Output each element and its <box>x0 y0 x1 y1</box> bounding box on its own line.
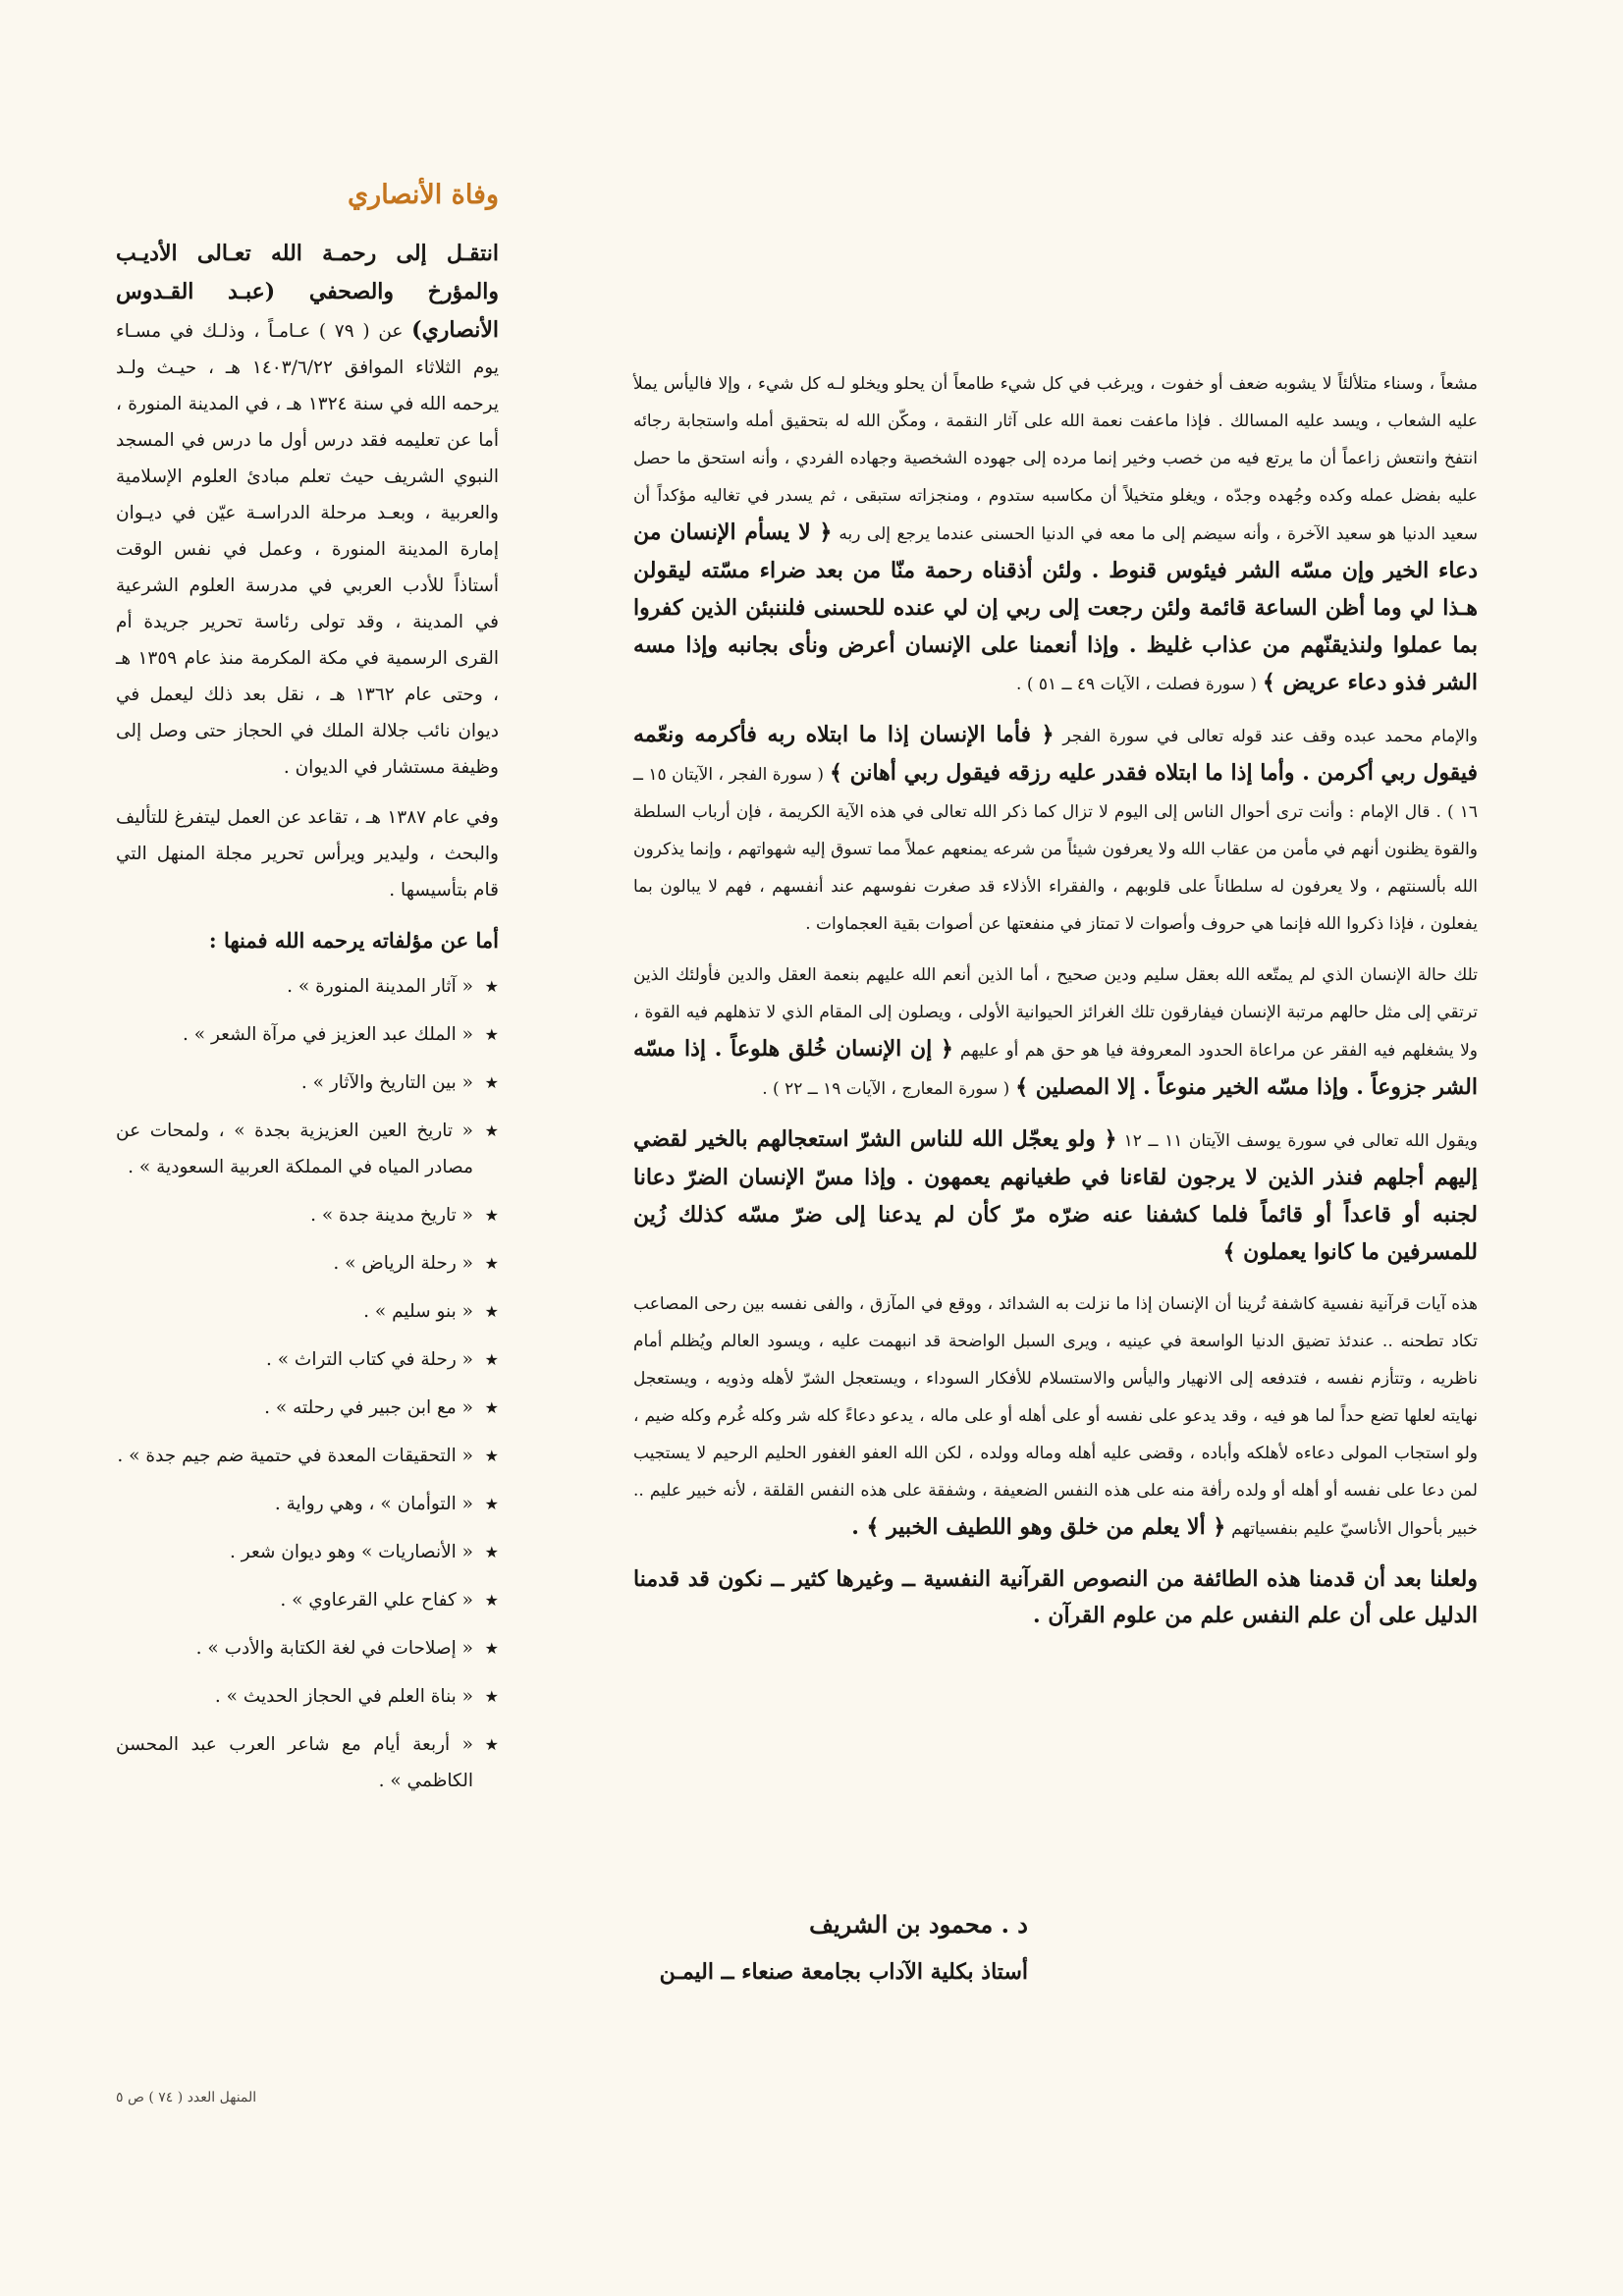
works-item: ★ « التوأمان » ، وهي رواية . <box>116 1486 499 1522</box>
works-item: ★ « آثار المدينة المنورة » . <box>116 968 499 1005</box>
quran-quote-maarij: ﴿ إن الإنسان خُلق هلوعاً . إذا مسّه الشر جزوعاً . وإذا مسّه الخير منوعاً . إلا المصلين ﴾ <box>633 1036 1478 1100</box>
works-item: ★ « كفاح علي القرعاوي » . <box>116 1582 499 1618</box>
star-icon: ★ <box>484 1591 499 1610</box>
article-paragraph-1: مشعاً ، وسناء متلألئاً لا يشوبه ضعف أو خفوت ، ويرغب في كل شيء طامعاً أن يحلو ويخلو لـه كل شيء ، وإلا فاليأس يملأ عليه الشعاب ، ويسد عليه المسالك . فإذا ماعفت نعمة الله على آثار النقمة ، ومكّن الله له بتحقيق أمله واستجابة رجائه انتفخ وانتعش زاعماً أن ما يرتع فيه من خصب وخير إنما مرده إلى جهوده الشخصية وجهاده الفردي ، وأنه استحق ما حصل عليه بفضل عمله وكده وجُهده وجدّه ، ويغلو متخيلاً أن مكاسبه ستدوم ، ومنجزاته ستبقى ، ثم يسدر في تغاليه مؤكداً أن سعيد الدنيا هو سعيد الآخرة ، وأنه سيضم إلى ما معه في الدنيا الحسنى عندما يرجع إلى ربه ﴿ لا يسأم الإنسان من دعاء الخير وإن مسّه الشر فيئوس قنوط . ولئن أذقناه رحمة منّا من بعد ضراء مسّته ليقولن هـذا لي وما أظن الساعة قائمة ولئن رجعت إلى ربي إن لي عنده للحسنى فلننبئن الذين كفروا بما عملوا ولنذيقنّهم من عذاب غليظ . وإذا أنعمنا على الإنسان أعرض ونأى بجانبه وإذا مسه الشر فذو دعاء عريض ﴾ ( سورة فصلت ، الآيات ٤٩ ــ ٥١ ) . <box>633 374 1478 695</box>
star-icon: ★ <box>484 1447 499 1465</box>
works-item: ★ « التحقيقات المعدة في حتمية ضم جيم جدة » . <box>116 1438 499 1474</box>
star-icon: ★ <box>484 1073 499 1092</box>
author-title: أستاذ بكلية الآداب بجامعة صنعاء ــ اليمـن <box>659 1959 1028 1985</box>
works-item: ★ « الأنصاريات » وهو ديوان شعر . <box>116 1534 499 1570</box>
works-item: ★ « رحلة الرياض » . <box>116 1245 499 1282</box>
article-paragraph-5: هذه آيات قرآنية نفسية كاشفة تُرينا أن الإنسان إذا ما نزلت به الشدائد ، ووقع في المآزق ، والفى نفسه بين رحى المصاعب تكاد تطحنه .. عندئذ تضيق الدنيا الواسعة في عينيه ، ويرى السبل الواضحة قد انبهمت عليه ، ويسود العالم ويُظلم أمام ناظريه ، وتتأزم نفسه ، فتدفعه إلى الانهيار واليأس والاستسلام للأفكار السوداء ، ويستعجل الشرّ لأهله وذويه ، ويستعجل نهايته لعلها تضع حداً لما هو فيه ، وقد يدعو على نفسه أو على أهله أو على ماله ، يدعو دعاءً كله شر وكله غُرم وكله ضيم ، ولو استجاب المولى دعاءه لأهلكه وأباده ، وقضى عليه أهله وماله وولده ، لكن الله العفو الغفور الحليم الرحيم لا يستجيب لمن دعا على نفسه أو أهله أو ولده رأفة منه على هذه النفس الضعيفة ، وشفقة على هذه النفس القلقة ، لأنه خبير عليم .. خبير بأحوال الأناسيّ عليم بنفسياتهم ﴿ ألا يعلم من خلق وهو اللطيف الخبير ﴾ . <box>633 1294 1478 1540</box>
works-item: ★ « بين التاريخ والآثار » . <box>116 1065 499 1101</box>
obituary-body <box>116 235 499 786</box>
obituary-paragraph-1: عن ( ٧٩ ) عـامـاً ، وذلـك في مسـاء يوم الثلاثاء الموافق ١٤٠٣/٦/٢٢ هـ ، حيـث ولـد يرحمه الله في سنة ١٣٢٤ هـ ، في المدينة المنورة ، أما عن تعليمه فقد درس أول ما درس في المسجد النبوي الشريف حيث تعلم مبادئ العلوم الإسلامية والعربية ، وبعـد مرحلة الدراسـة عيّن في ديـوان إمارة المدينة المنورة ، وعمل في نفس الوقت أستاذاً للأدب العربي في مدرسة العلوم الشرعية في المدينة ، وقد تولى رئاسة تحرير جريدة أم القرى الرسمية في مكة المكرمة منذ عام ١٣٥٩ هـ ، وحتى عام ١٣٦٢ هـ ، نقل بعد ذلك ليعمل في ديوان نائب جلالة الملك في الحجاز حتى وصل إلى وظيفة مستشار في الديوان . <box>116 321 499 778</box>
star-icon: ★ <box>484 977 499 996</box>
article-paragraph-2: والإمام محمد عبده وقف عند قوله تعالى في سورة الفجر ﴿ فأما الإنسان إذا ما ابتلاه ربه فأكرمه ونعّمه فيقول ربي أكرمن . وأما إذا ما ابتلاه فقدر عليه رزقه فيقول ربي أهانن ﴾ ( سورة الفجر ، الآيتان ١٥ ــ ١٦ ) . قال الإمام : وأنت ترى أحوال الناس إلى اليوم لا تزال كما ذكر الله تعالى في هذه الآية الكريمة ، فإن أرباب السلطة والقوة يظنون أنهم في مأمن من عقاب الله ولا يعرفون شيئاً من شرعه يمنعهم عملاً مما تسوق إليه شهواتهم ، وإنما يذكرون الله بألسنتهم ، ولا يعرفون له سلطاناً على قلوبهم ، والفقراء الأذلاء قد صغرت نفوسهم عند أنفسهم ، فهم لا يبالون بما يفعلون ، فإذا ذكروا الله فإنما هي حروف وأصوات لا تمتاز في منفعتها عن أصوات بقية العجماوات . <box>633 722 1478 934</box>
page-footer: المنهل العدد ( ٧٤ ) ص ٥ <box>116 2090 257 2105</box>
verse-reference: ( سورة المعارج ، الآيات ١٩ ــ ٢٢ ) . <box>762 1079 1010 1099</box>
works-item: ★ « رحلة في كتاب التراث » . <box>116 1341 499 1378</box>
works-item: ★ « الملك عبد العزيز في مرآة الشعر » . <box>116 1016 499 1053</box>
works-item: ★ « أربعة أيام مع شاعر العرب عبد المحسن الكاظمي » . <box>116 1726 499 1799</box>
obituary-paragraph-2: وفي عام ١٣٨٧ هـ ، تقاعد عن العمل ليتفرغ للتأليف والبحث ، وليدير ويرأس تحرير مجلة المنهل التي قام بتأسيسها . <box>116 807 499 901</box>
author-name: د . محمود بن الشريف <box>809 1910 1028 1939</box>
article-column <box>633 365 1478 1648</box>
star-icon: ★ <box>484 1206 499 1225</box>
verse-reference: ( سورة فصلت ، الآيات ٤٩ ــ ٥١ ) . <box>1016 675 1257 694</box>
star-icon: ★ <box>484 1025 499 1044</box>
works-item: ★ « تاريخ العين العزيزية بجدة » ، ولمحات عن مصادر المياه في المملكة العربية السعودية » . <box>116 1113 499 1185</box>
works-item: ★ « مع ابن جبير في رحلته » . <box>116 1390 499 1426</box>
star-icon: ★ <box>484 1121 499 1140</box>
works-heading: أما عن مؤلفاته يرحمه الله فمنها : <box>208 928 499 953</box>
obituary-title: وفاة الأنصاري <box>348 180 499 210</box>
star-icon: ★ <box>484 1735 499 1754</box>
star-icon: ★ <box>484 1687 499 1706</box>
quran-quote-fajr: ﴿ فأما الإنسان إذا ما ابتلاه ربه فأكرمه ونعّمه فيقول ربي أكرمن . وأما إذا ما ابتلاه فقدر عليه رزقه فيقول ربي أهانن ﴾ <box>633 722 1478 786</box>
star-icon: ★ <box>484 1254 499 1273</box>
works-list <box>116 968 499 1799</box>
article-paragraph-4: ويقول الله تعالى في سورة يوسف الآيتان ١١ ــ ١٢ ﴿ ولو يعجّل الله للناس الشرّ استعجالهم بالخير لقضي إليهم أجلهم فنذر الذين لا يرجون لقاءنا في طغيانهم يعمهون . وإذا مسّ الإنسان الضرّ دعانا لجنبه أو قاعداً أو قائماً فلما كشفنا عنه ضرّه مرّ كأن لم يدعنا إلى ضرّ مسّه كذلك زُين للمسرفين ما كانوا يعملون ﴾ <box>633 1126 1478 1265</box>
article-conclusion: ولعلنا بعد أن قدمنا هذه الطائفة من النصوص القرآنية النفسية ــ وغيرها كثير ــ نكون قد قدمنا الدليل على أن علم النفس علم من علوم القرآن . <box>633 1566 1478 1628</box>
obituary-column <box>116 177 499 1811</box>
quran-quote-yunus: ﴿ ولو يعجّل الله للناس الشرّ استعجالهم بالخير لقضي إليهم أجلهم فنذر الذين لا يرجون لقاءنا في طغيانهم يعمهون . وإذا مسّ الإنسان الضرّ دعانا لجنبه أو قاعداً أو قائماً فلما كشفنا عنه ضرّه مرّ كأن لم يدعنا إلى ضرّ مسّه كذلك زُين للمسرفين ما كانوا يعملون ﴾ <box>633 1126 1478 1265</box>
star-icon: ★ <box>484 1639 499 1658</box>
quran-quote-fussilat: ﴿ لا يسأم الإنسان من دعاء الخير وإن مسّه الشر فيئوس قنوط . ولئن أذقناه رحمة منّا من بعد ضراء مسّته ليقولن هـذا لي وما أظن الساعة قائمة ولئن رجعت إلى ربي إن لي عنده للحسنى فلننبئن الذين كفروا بما عملوا ولنذيقنّهم من عذاب غليظ . وإذا أنعمنا على الإنسان أعرض ونأى بجانبه وإذا مسه الشر فذو دعاء عريض ﴾ <box>633 519 1478 695</box>
author-signature <box>616 1901 1028 1995</box>
quran-quote-mulk: ﴿ ألا يعلم من خلق وهو اللطيف الخبير ﴾ . <box>851 1514 1226 1540</box>
obituary-lead: انتقـل إلى رحمـة الله تعـالى الأديـب والمؤرخ والصحفي (عبـد القـدوس الأنصاري) <box>116 241 499 343</box>
star-icon: ★ <box>484 1350 499 1369</box>
star-icon: ★ <box>484 1398 499 1417</box>
article-paragraph-3: تلك حالة الإنسان الذي لم يمتّعه الله بعقل سليم ودين صحيح ، أما الذين أنعم الله عليهم بنعمة العقل والدين فأولئك الذين ترتقي إلى مثل حالهم مرتبة الإنسان فيفارقون تلك الغرائز الحيوانية الأولى ، ويصلون إلى المقام الذي لا تذهلهم فيه القوة ، ولا يشغلهم فيه الفقر عن مراعاة الحدود المعروفة فيا هو حق هم أو عليهم ﴿ إن الإنسان خُلق هلوعاً . إذا مسّه الشر جزوعاً . وإذا مسّه الخير منوعاً . إلا المصلين ﴾ ( سورة المعارج ، الآيات ١٩ ــ ٢٢ ) . <box>633 965 1478 1100</box>
star-icon: ★ <box>484 1495 499 1513</box>
works-item: ★ « إصلاحات في لغة الكتابة والأدب » . <box>116 1630 499 1667</box>
works-item: ★ « تاريخ مدينة جدة » . <box>116 1197 499 1233</box>
star-icon: ★ <box>484 1302 499 1321</box>
star-icon: ★ <box>484 1543 499 1561</box>
works-item: ★ « بنو سليم » . <box>116 1293 499 1330</box>
works-item: ★ « بناة العلم في الحجاز الحديث » . <box>116 1678 499 1715</box>
